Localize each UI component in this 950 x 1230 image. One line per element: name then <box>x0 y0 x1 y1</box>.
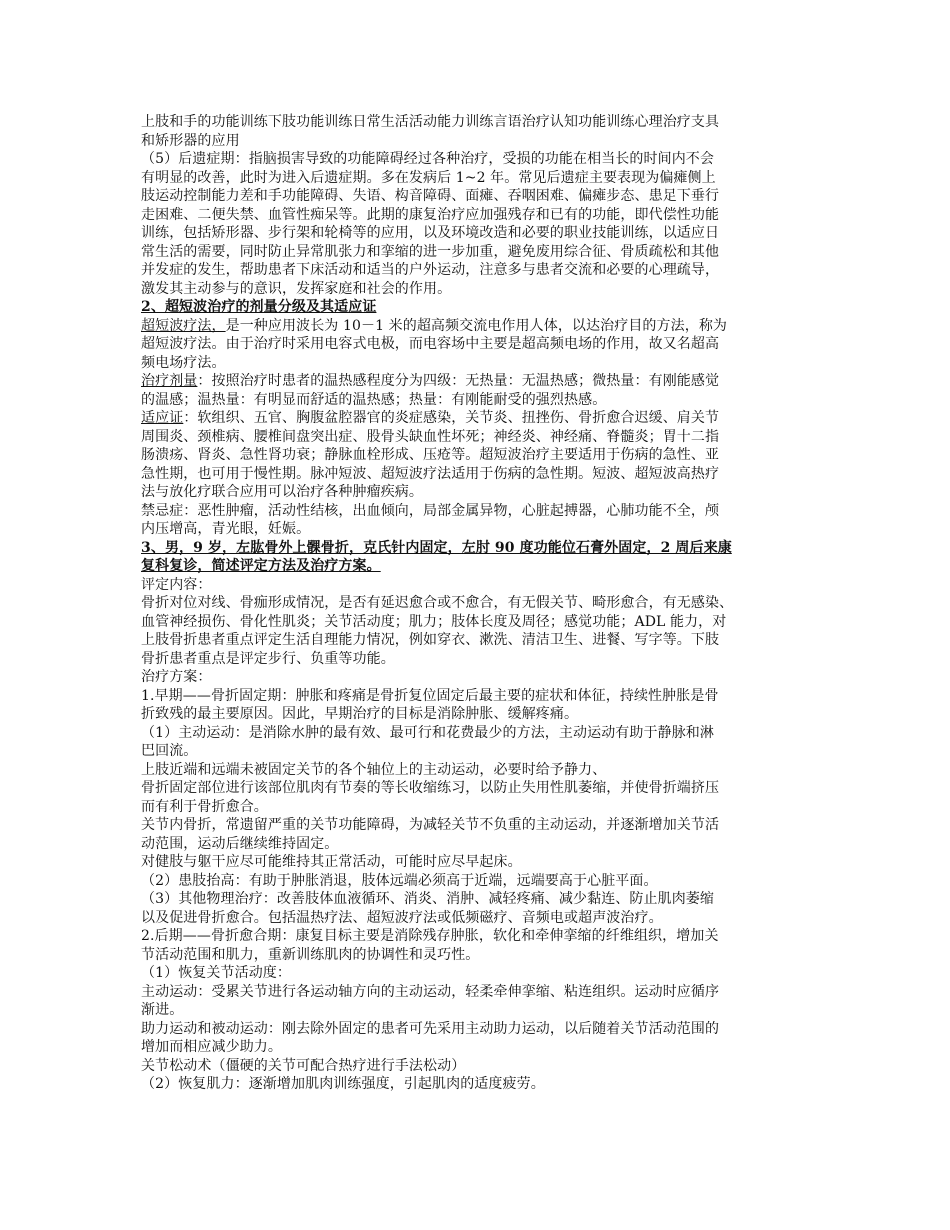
paragraph-line: 骨折固定部位进行该部位肌肉有节奏的等长收缩练习，以防止失用性肌萎缩，并使骨折端挤压 <box>141 780 720 796</box>
paragraph-line: 骨折患者重点是评定步行、负重等功能。 <box>141 650 395 667</box>
paragraph-line: 渐进。 <box>141 1002 184 1018</box>
paragraph-line: 超短波疗法。由于治疗时采用电容式电极，而电容场中主要是超高频电场的作用，故又名超高 <box>141 336 720 352</box>
paragraph-line: 巴回流。 <box>141 743 198 759</box>
section-heading-line: 复科复诊，简述评定方法及治疗方案。 <box>141 558 381 574</box>
term-definition-text: ：软组织、五官、胸腹盆腔器官的炎症感染，关节炎、扭挫伤、骨折愈合迟缓、肩关节 <box>183 410 720 426</box>
paragraph-line: 2.后期——骨折愈合期：康复目标主要是消除残存肿胀，软化和牵伸挛缩的纤维组织，增加关 <box>141 928 719 944</box>
paragraph-line: 骨折对位对线、骨痂形成情况，是否有延迟愈合或不愈合，有无假关节、畸形愈合，有无感染、 <box>141 595 734 611</box>
paragraph-line <box>141 409 825 428</box>
paragraph-line: （2）患肢抬高：有助于肿胀消退，肢体远端必须高于近端，远端要高于心脏平面。 <box>141 872 658 889</box>
paragraph-line: 关节内骨折，常遗留严重的关节功能障碍，为减轻关节不负重的主动运动，并逐渐增加关节活 <box>141 817 720 833</box>
paragraph-line: 周围炎、颈椎病、腰椎间盘突出症、股骨头缺血性坏死；神经炎、神经痛、脊髓炎；胃十二指 <box>141 428 720 445</box>
paragraph-line: 评定内容： <box>141 576 212 593</box>
paragraph-line: 急性期，也可用于慢性期。脉冲短波、超短波疗法适用于伤病的急性期。短波、超短波高热疗 <box>141 465 720 482</box>
paragraph-line: 和矫形器的应用 <box>141 132 240 149</box>
paragraph-line: （2）恢复肌力：逐渐增加肌肉训练强度，引起肌肉的适度疲劳。 <box>141 1076 545 1092</box>
paragraph-line: 血管神经损伤、骨化性肌炎；关节活动度；肌力；肢体长度及周径；感觉功能；ADL 能力，对 <box>141 613 727 630</box>
paragraph-line: 动范围，运动后继续维持固定。 <box>141 835 339 852</box>
paragraph-line: 频电场疗法。 <box>141 354 226 371</box>
paragraph-line: 而有利于骨折愈合。 <box>141 798 268 815</box>
section-heading-line: 3、男，9 岁，左肱骨外上髁骨折，克氏针内固定，左肘 90 度功能位石膏外固定，2 周后来康 <box>141 539 732 556</box>
paragraph-line: 增加而相应减少助力。 <box>141 1039 282 1055</box>
paragraph-line: 折致残的最主要原因。因此，早期治疗的目标是消除肿胀、缓解疼痛。 <box>141 706 579 722</box>
paragraph-line: （1）主动运动：是消除水肿的最有效、最可行和花费最少的方法，主动运动有助于静脉和淋 <box>141 724 715 741</box>
paragraph-line: 关节松动术（僵硬的关节可配合热疗进行手法松动） <box>141 1057 466 1074</box>
paragraph-line: 对健肢与躯干应尽可能维持其正常活动，可能时应尽早起床。 <box>141 854 522 870</box>
term-definition-text: ：按照治疗时患者的温热感程度分为四级：无热量：无温热感；微热量：有刚能感觉 <box>197 373 720 389</box>
paragraph-line: 节活动范围和肌力，重新训练肌肉的协调性和灵巧性。 <box>141 946 480 963</box>
paragraph-line: 法与放化疗联合应用可以治疗各种肿瘤疾病。 <box>141 484 423 500</box>
paragraph-line: 的温感；温热量：有明显而舒适的温热感；热量：有刚能耐受的强烈热感。 <box>141 391 607 408</box>
term-definition-text: 是一种应用波长为 10－1 米的超高频交流电作用人体，以达治疗目的方法，称为 <box>225 317 728 334</box>
paragraph-line: 上肢骨折患者重点评定生活自理能力情况，例如穿衣、漱洗、清洁卫生、进餐、写字等。下肢 <box>141 632 720 648</box>
paragraph-line: 训练，包括矫形器、步行架和轮椅等的应用，以及环境改造和必要的职业技能训练，以适应日 <box>141 225 720 241</box>
section-heading-line: 2、超短波治疗的剂量分级及其适应证 <box>141 299 377 315</box>
paragraph-line: 以及促进骨折愈合。包括温热疗法、超短波疗法或低频磁疗、音频电或超声波治疗。 <box>141 909 663 926</box>
paragraph-line: 1.早期——骨折固定期：肿胀和疼痛是骨折复位固定后最主要的症状和体征，持续性肿胀是骨 <box>141 687 719 704</box>
paragraph-line: 并发症的发生，帮助患者下床活动和适当的户外运动，注意多与患者交流和必要的心理疏导， <box>141 262 720 278</box>
paragraph-line: 激发其主动参与的意识，发挥家庭和社会的作用。 <box>141 280 452 297</box>
underlined-term: 治疗剂量 <box>141 373 198 389</box>
paragraph-line: 上肢和手的功能训练下肢功能训练日常生活活动能力训练言语治疗认知功能训练心理治疗支具 <box>141 114 720 130</box>
paragraph-line: 肢运动控制能力差和手功能障碍、失语、构音障碍、面瘫、吞咽困难、偏瘫步态、患足下垂行 <box>141 188 720 204</box>
paragraph-line: 肠溃疡、肾炎、急性肾功衰；静脉血栓形成、压疮等。超短波治疗主要适用于伤病的急性、亚 <box>141 447 720 463</box>
paragraph-line <box>141 317 825 336</box>
paragraph-line <box>141 372 825 391</box>
underlined-term: 超短波疗法， <box>141 317 226 334</box>
paragraph-line: （3）其他物理治疗：改善肢体血液循环、消炎、消肿、减轻疼痛、减少黏连、防止肌肉萎缩 <box>141 891 715 907</box>
paragraph-line: 主动运动：受累关节进行各运动轴方向的主动运动，轻柔牵伸挛缩、粘连组织。运动时应循序 <box>141 983 720 1000</box>
paragraph-line: 治疗方案： <box>141 669 212 685</box>
paragraph-line: 上肢近端和远端未被固定关节的各个轴位上的主动运动，必要时给予静力、 <box>141 761 607 778</box>
paragraph-line: 内压增高，青光眼，妊娠。 <box>141 521 311 537</box>
paragraph-line: （5）后遗症期：指脑损害导致的功能障碍经过各种治疗，受损的功能在相当长的时间内不会 <box>141 151 715 167</box>
paragraph-line: 禁忌症：恶性肿瘤，活动性结核，出血倾向，局部金属异物，心脏起搏器，心肺功能不全，颅 <box>141 502 720 519</box>
paragraph-line: 助力运动和被动运动：刚去除外固定的患者可先采用主动助力运动，以后随着关节活动范围的 <box>141 1020 720 1037</box>
paragraph-line: 有明显的改善，此时为进入后遗症期。多在发病后 1~2 年。常见后遗症主要表现为偏瘫侧上 <box>141 169 716 186</box>
underlined-term: 适应证 <box>141 410 184 426</box>
paragraph-line: 常生活的需要，同时防止异常肌张力和挛缩的进一步加重，避免废用综合征、骨质疏松和其他 <box>141 243 720 260</box>
paragraph-line: （1）恢复关节活动度： <box>141 965 292 981</box>
paragraph-line: 走困难、二便失禁、血管性痴呆等。此期的康复治疗应加强残存和已有的功能，即代偿性功能 <box>141 206 720 223</box>
